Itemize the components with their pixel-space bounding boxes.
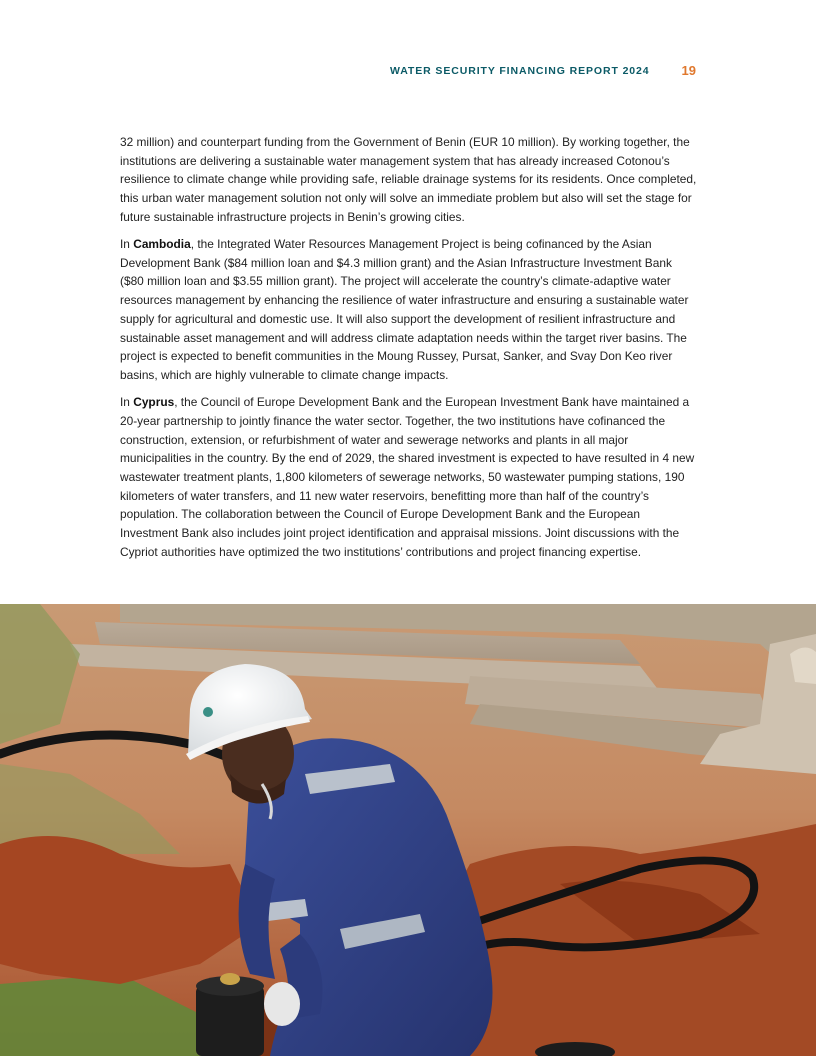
hard-hat-logo xyxy=(203,707,213,717)
country-name: Cambodia xyxy=(133,237,191,252)
paragraph-lead: In xyxy=(120,237,134,252)
page-number: 19 xyxy=(681,62,696,78)
valve-body xyxy=(196,986,264,1056)
paragraph-text: , the Integrated Water Resources Management Project is being cofinanced by the Asian Development Bank ($84 million loan and $4.3 million grant) and the Asian Infrastructure Investment Bank ($80 million loan and $3.55 million grant). The project will accelerate the country’s climate-adaptive water resources management by enhancing the resilience of water infrastructure and ensuring a sustainable water supply for agricultural and domestic use. It will also support the development of resilient infrastructure and sustainable asset management and will address climate adaptation needs within the target river basins. The project is expected to benefit communities in the Moung Russey, Pursat, Sanker, and Svay Don Keo river basins, which are highly vulnerable to climate change impacts. xyxy=(120,237,689,382)
running-header xyxy=(390,63,696,79)
country-name: Cyprus xyxy=(133,395,175,410)
paragraph-lead: In xyxy=(120,395,134,410)
paragraph-text: , the Council of Europe Development Bank and the European Investment Bank have maintained a 20-year partnership to jointly finance the water sector. Together, the two institutions have cofinanced the construction, extension, or refurbishment of water and sewerage networks and plants in all major municipalities in the country. By the end of 2029, the shared investment is expected to have resulted in 4 new wastewater treatment plants, 1,800 kilometers of sewerage networks, 50 wastewater pumping stations, 190 kilometers of water transfers, and 11 new water reservoirs, benefitting more than half of the country’s population. The collaboration between the Council of Europe Development Bank and the European Investment Bank also includes joint project identification and appraisal missions. Joint discussions with the Cypriot authorities have optimized the two institutions’ contributions and project financing expertise. xyxy=(120,395,695,559)
paragraph-text: 32 million) and counterpart funding from the Government of Benin (EUR 10 million). By working together, the institutions are delivering a sustainable water management system that has already increased Cotonou’s resilience to climate change while providing safe, reliable drainage systems for its residents. Once completed, this urban water management solution not only will solve an immediate problem but also will set the stage for future sustainable infrastructure projects in Benin’s growing cities. xyxy=(120,135,697,224)
glove xyxy=(264,982,300,1026)
valve-cap xyxy=(220,973,240,985)
body-text xyxy=(120,133,698,570)
paragraph-cyprus xyxy=(120,393,698,561)
paragraph-benin xyxy=(120,133,698,227)
photo-illustration xyxy=(0,604,816,1056)
report-title: WATER SECURITY FINANCING REPORT 2024 xyxy=(389,65,650,77)
worker-photo xyxy=(0,604,816,1056)
paragraph-cambodia xyxy=(120,235,698,385)
